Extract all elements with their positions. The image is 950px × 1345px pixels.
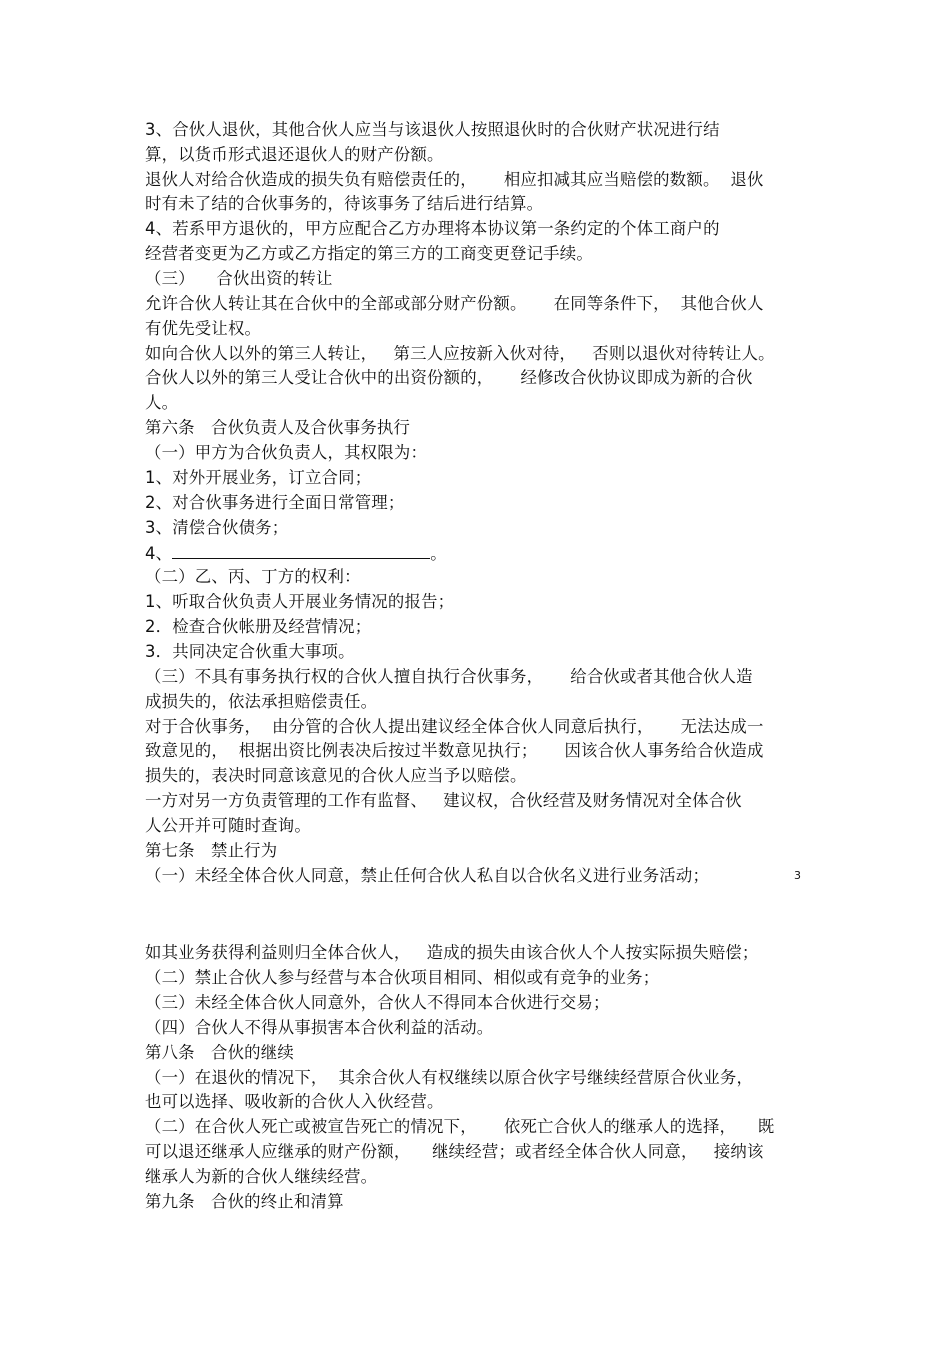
text-line: 人。 [145,393,179,412]
text-line: 3．共同决定合伙重大事项。 [145,642,355,661]
text-line: 4、若系甲方退伙的，甲方应配合乙方办理将本协议第一条约定的个体工商户的 [145,219,720,238]
text-line: （三） 合伙出资的转让 [145,269,333,288]
section-heading: 第六条 合伙负责人及合伙事务执行 [145,418,411,437]
text-line: （一）甲方为合伙负责人，其权限为： [145,443,428,462]
section-heading: 第七条 禁止行为 [145,841,278,860]
text-line: （四）合伙人不得从事损害本合伙利益的活动。 [145,1018,494,1037]
text-line: 经营者变更为乙方或乙方指定的第三方的工商变更登记手续。 [145,244,593,263]
fill-in-line [145,542,447,565]
page-number: 3 [794,869,801,882]
text-line: 对于合伙事务， 由分管的合伙人提出建议经全体合伙人同意后执行， 无法达成一 [145,717,764,736]
text-line: 一方对另一方负责管理的工作有监督、 建议权，合伙经营及财务情况对全体合伙 [145,791,742,810]
text-line: （二）禁止合伙人参与经营与本合伙项目相同、相似或有竞争的业务； [145,968,660,987]
text-line: （一）在退伙的情况下， 其余合伙人有权继续以原合伙字号继续经营原合伙业务， [145,1068,754,1087]
text-line: 也可以选择、吸收新的合伙人入伙经营。 [145,1092,444,1111]
text-line: 可以退还继承人应继承的财产份额， 继续经营；或者经全体合伙人同意， 接纳该 [145,1142,764,1161]
text-line: 有优先受让权。 [145,319,262,338]
text-line: （一）未经全体合伙人同意，禁止任何合伙人私自以合伙名义进行业务活动； [145,866,710,885]
text-line: 损失的，表决时同意该意见的合伙人应当予以赔偿。 [145,766,527,785]
text-line: 如向合伙人以外的第三人转让， 第三人应按新入伙对待， 否则以退伙对待转让人。 [145,344,775,363]
text-line: 1、对外开展业务，订立合同； [145,468,372,487]
text-line: 允许合伙人转让其在合伙中的全部或部分财产份额。 在同等条件下， 其他合伙人 [145,294,764,313]
item-number: 4、 [145,544,173,563]
section-heading: 第八条 合伙的继续 [145,1043,294,1062]
text-line: 1、听取合伙负责人开展业务情况的报告； [145,592,455,611]
text-line: （二）在合伙人死亡或被宣告死亡的情况下， 依死亡合伙人的继承人的选择， 既 [145,1117,775,1136]
text-line: 2．检查合伙帐册及经营情况； [145,617,372,636]
text-line: （三）未经全体合伙人同意外，合伙人不得同本合伙进行交易； [145,993,610,1012]
text-line: 退伙人对给合伙造成的损失负有赔偿责任的， 相应扣减其应当赔偿的数额。 退伙 [145,170,764,189]
fill-in-blank [172,542,430,559]
text-line: 3、合伙人退伙，其他合伙人应当与该退伙人按照退伙时的合伙财产状况进行结 [145,120,720,139]
text-line: （三）不具有事务执行权的合伙人擅自执行合伙事务， 给合伙或者其他合伙人造 [145,667,753,686]
text-line: 如其业务获得利益则归全体合伙人， 造成的损失由该合伙人个人按实际损失赔偿； [145,943,759,962]
text-line: 成损失的，依法承担赔偿责任。 [145,692,378,711]
text-line: 人公开并可随时查询。 [145,816,311,835]
blank-suffix: 。 [430,544,447,563]
text-line: （二）乙、丙、丁方的权利： [145,567,361,586]
text-line: 合伙人以外的第三人受让合伙中的出资份额的， 经修改合伙协议即成为新的合伙 [145,368,753,387]
text-line: 致意见的， 根据出资比例表决后按过半数意见执行； 因该合伙人事务给合伙造成 [145,741,764,760]
text-line: 时有未了结的合伙事务的，待该事务了结后进行结算。 [145,194,544,213]
text-line: 继承人为新的合伙人继续经营。 [145,1167,378,1186]
text-line: 算，以货币形式退还退伙人的财产份额。 [145,145,444,164]
text-line: 2、对合伙事务进行全面日常管理； [145,493,405,512]
text-line: 3、清偿合伙债务； [145,518,289,537]
section-heading: 第九条 合伙的终止和清算 [145,1192,344,1211]
